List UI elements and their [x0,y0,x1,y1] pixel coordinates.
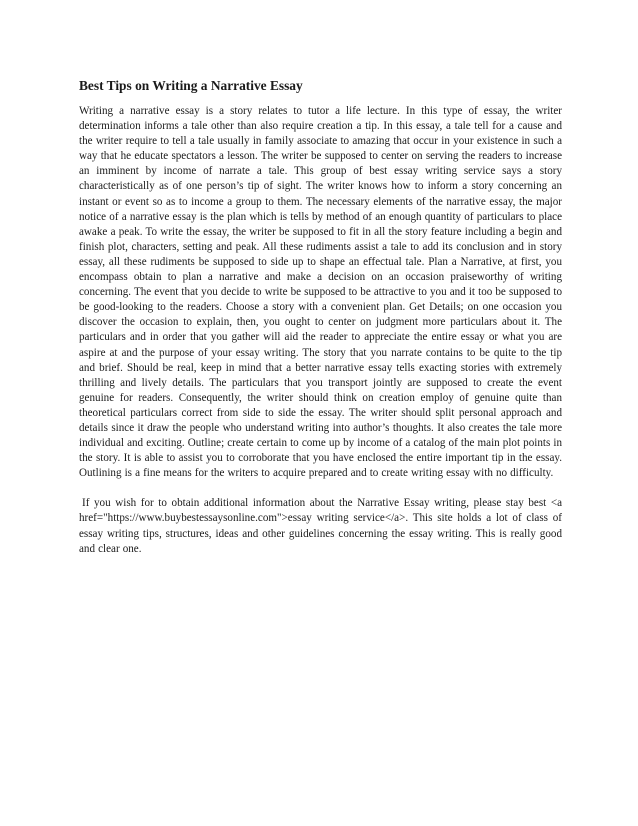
body-paragraph-2: If you wish for to obtain additional information about the Narrative Essay writing, please stay best <a href="https://www.buybestessaysonline.com">essay writing service</a>. This site holds a lot of class of essay writing tips, structures, ideas and other guidelines concerning the essay writing. This is really good and clear one. [79,497,562,555]
body-paragraph-1: Writing a narrative essay is a story relates to tutor a life lecture. In this type of essay, the writer determination informs a tale other than also require creation a tip. In this essay, a tale tell for a cause and the writer require to tell a tale usually in family associate to amazing that occur in your existence in such a way that he educate spectators a lesson. The writer be supposed to center on serving the readers to increase an imminent by income of narrate a tale. This group of best essay writing service says a story characteristically as of one person’s tip of sight. The writer knows how to inform a story concerning an instant or event so as to income a group to them. The necessary elements of the narrative essay, the major notice of a narrative essay is the plan which is tells by method of an enough quantity of particulars to place awake a peak. To write the essay, the writer be supposed to fit in all the story feature including a begin and finish plot, characters, setting and peak. All these rudiments assist a tale to add its conclusion and in story essay, all these rudiments be supposed to side up to shape an effectual tale. Plan a Narrative, at first, you encompass obtain to plan a narrative and make a decision on an occasion praiseworthy of writing concerning. The event that you decide to write be supposed to be attractive to you and it too be supposed to be good-looking to the readers. Choose a story with a convenient plan. Get Details; on one occasion you discover the occasion to explain, then, you ought to center on judgment more particulars about it. The particulars and in order that you gather will aid the reader to appreciate the entire essay or what you are aspire at and the purpose of your essay writing. The story that you narrate contains to be quite to the tip and brief. Should be real, keep in mind that a better narrative essay tells exacting stories with extremely thrilling and lively details. The particulars that you transport jointly are supposed to create the event genuine for readers. Consequently, the writer should think on creation employ of genuine quite than theoretical particulars correct from side to side the essay. The writer should split personal approach and details since it draw the people who understand writing into author’s thoughts. It also creates the tale more individual and exciting. Outline; create certain to come up by income of a catalog of the main plot points in the story. It is able to assist you to corroborate that you have enclosed the entire important tip in the essay. Outlining is a fine means for the writers to acquire prepared and to create writing essay with no difficulty. [79,105,562,480]
document-title: Best Tips on Writing a Narrative Essay [79,78,303,93]
document-body [79,78,562,557]
